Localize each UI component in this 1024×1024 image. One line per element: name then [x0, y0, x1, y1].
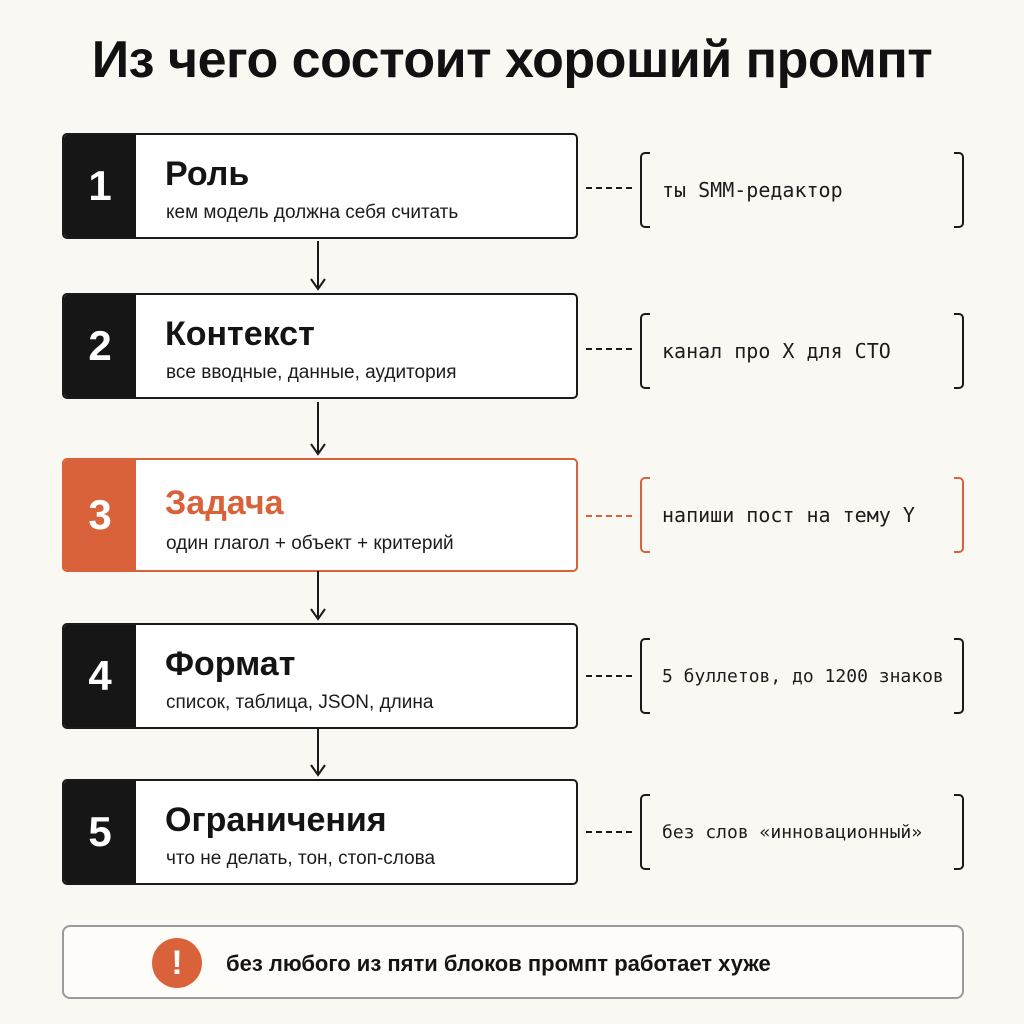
bracket-right — [954, 152, 964, 228]
block-description: все вводные, данные, аудитория — [166, 362, 457, 383]
block-format — [62, 623, 578, 729]
example-format — [640, 638, 964, 714]
block-number: 2 — [64, 295, 136, 397]
block-number: 1 — [64, 135, 136, 237]
dashed-connector — [586, 187, 632, 189]
bracket-left — [640, 152, 650, 228]
example-text: 5 буллетов, до 1200 знаков — [662, 665, 944, 687]
note-text: без любого из пяти блоков промпт работает хуже — [226, 951, 771, 976]
exclamation-icon: ! — [152, 938, 202, 988]
bracket-left — [640, 638, 650, 714]
dashed-connector — [586, 515, 632, 517]
example-text: без слов «инновационный» — [662, 821, 923, 843]
warning-note — [62, 925, 964, 999]
block-description: кем модель должна себя считать — [166, 202, 459, 223]
block-description: что не делать, тон, стоп-слова — [166, 848, 436, 869]
block-name: Формат — [165, 645, 296, 683]
bracket-left — [640, 313, 650, 389]
block-name: Роль — [165, 155, 250, 193]
arrow-down-icon — [309, 729, 327, 779]
block-task — [62, 458, 578, 572]
bracket-left — [640, 477, 650, 553]
block-constraints — [62, 779, 578, 885]
dashed-connector — [586, 348, 632, 350]
bracket-right — [954, 638, 964, 714]
block-name: Ограничения — [165, 801, 387, 839]
bracket-left — [640, 794, 650, 870]
block-number: 4 — [64, 625, 136, 727]
arrow-down-icon — [309, 571, 327, 623]
block-number: 5 — [64, 781, 136, 883]
block-description: список, таблица, JSON, длина — [166, 692, 434, 713]
block-name: Задача — [165, 484, 284, 522]
arrow-down-icon — [309, 241, 327, 293]
example-text: ты SMM-редактор — [662, 178, 843, 202]
example-text: канал про X для CTO — [662, 339, 891, 363]
block-name: Контекст — [165, 315, 315, 353]
example-constraints — [640, 794, 964, 870]
block-number: 3 — [64, 460, 136, 570]
example-context — [640, 313, 964, 389]
example-text: напиши пост на тему Y — [662, 503, 915, 527]
bracket-right — [954, 794, 964, 870]
page-title: Из чего состоит хороший промпт — [91, 31, 933, 89]
arrow-down-icon — [309, 402, 327, 458]
block-role — [62, 133, 578, 239]
block-context — [62, 293, 578, 399]
example-role — [640, 152, 964, 228]
dashed-connector — [586, 675, 632, 677]
bracket-right — [954, 477, 964, 553]
example-task — [640, 477, 964, 553]
bracket-right — [954, 313, 964, 389]
block-description: один глагол + объект + критерий — [166, 533, 454, 554]
dashed-connector — [586, 831, 632, 833]
